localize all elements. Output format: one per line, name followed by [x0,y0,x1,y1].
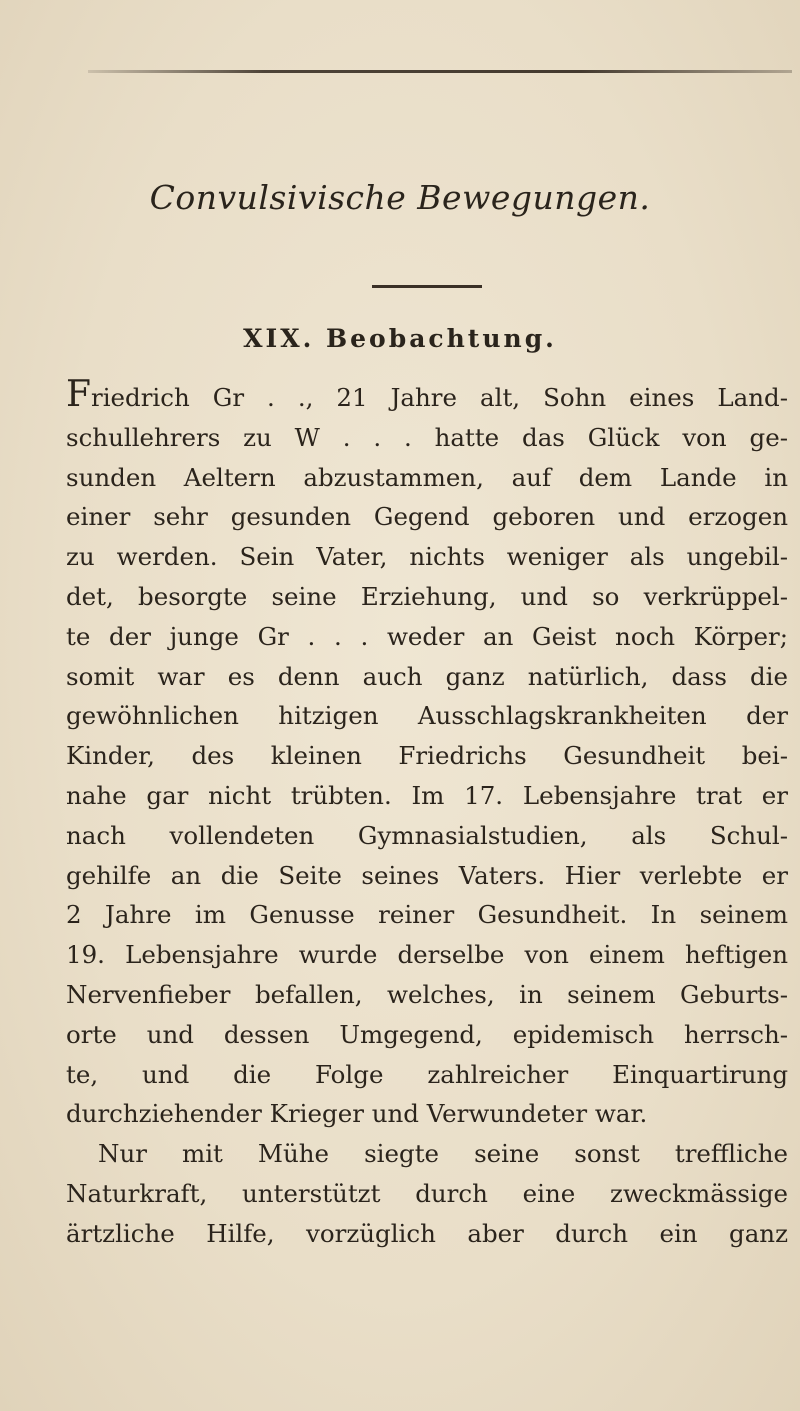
text-line: einer sehr gesunden Gegend geboren und erzogen [66,502,788,532]
text-line: Kinder, des kleinen Friedrichs Gesundheit bei- [66,741,788,771]
text-line: durchziehender Krieger und Verwundeter war. [66,1099,648,1129]
text-line: sunden Aeltern abzustammen, auf dem Lande in [66,462,788,492]
text-line: Friedrich Gr . ., 21 Jahre alt, Sohn eines Land- [66,374,788,415]
text-line: 19. Lebensjahre wurde derselbe von einem heftigen [66,940,788,970]
text-line: 2 Jahre im Genusse reiner Gesundheit. In seinem [66,900,788,930]
text-line: nahe gar nicht trübten. Im 17. Lebensjahre trat er [66,780,788,810]
text-line: ärtzliche Hilfe, vorzüglich aber durch ein ganz [66,1218,788,1248]
text-line: zu werden. Sein Vater, nichts weniger als ungebil- [66,542,788,572]
text-line: nach vollendeten Gymnasialstudien, als Schul- [66,820,788,850]
text-line: Nervenfieber befallen, welches, in seinem Geburts- [66,979,788,1009]
drop-cap: F [66,374,91,415]
text-line: det, besorgte seine Erziehung, und so verkrüppel- [66,581,788,611]
section-heading: XIX. Beobachtung. [243,324,557,353]
text-line: orte und dessen Umgegend, epidemisch herrsch- [66,1019,788,1049]
text-line: te der junge Gr . . . weder an Geist noch Körper; [66,621,788,651]
text-line: gewöhnlichen hitzigen Ausschlagskrankheiten der [66,701,788,731]
text-line: somit war es denn auch ganz natürlich, dass die [66,661,788,691]
text-line: Naturkraft, unterstützt durch eine zweckmässige [66,1178,788,1208]
text-line: schullehrers zu W . . . hatte das Glück von ge- [66,422,788,452]
text-line: gehilfe an die Seite seines Vaters. Hier verlebte er [66,860,788,890]
page-title: Convulsivische Bewegungen. [149,178,651,217]
title-divider [372,285,482,288]
text-line: te, und die Folge zahlreicher Einquartirung [66,1059,788,1089]
top-rule [88,70,792,73]
body-text [66,374,788,1254]
text-line: Nur mit Mühe siegte seine sonst treffliche [98,1139,788,1169]
